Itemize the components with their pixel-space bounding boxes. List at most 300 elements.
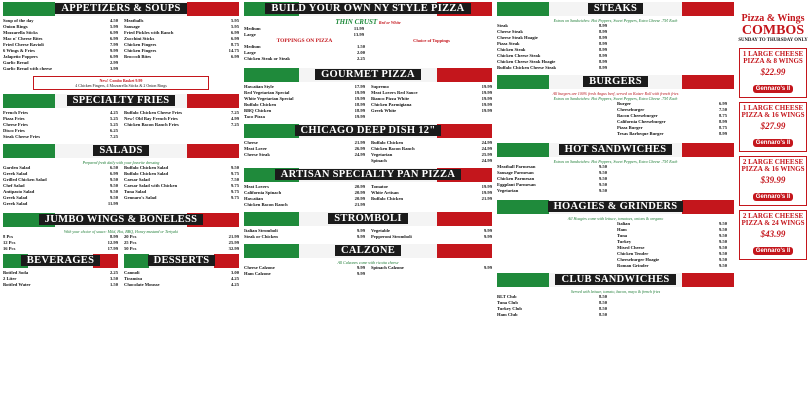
menu-item-name: Garlic Bread with cheese xyxy=(3,66,53,71)
menu-item-price: 9.99 xyxy=(356,265,365,270)
pan-pizza-banner xyxy=(244,168,492,182)
menu-item-name: 16 Pcs xyxy=(3,246,16,251)
desserts-banner xyxy=(124,254,239,268)
menu-item-name: Ham xyxy=(617,227,627,232)
steaks-title: STEAKS xyxy=(588,3,643,14)
menu-item-name: Chicken Fingers xyxy=(124,48,157,53)
menu-item-name: Greek Salad xyxy=(3,201,28,206)
menu-item-price: 9.50 xyxy=(230,165,239,170)
menu-item-price: 9.99 xyxy=(356,271,365,276)
menu-item-name: Zucchini Sticks xyxy=(124,36,155,41)
menu-item-name: Chicken Parmesan xyxy=(497,176,535,181)
menu-item-name: Steak Cheese Fries xyxy=(3,134,40,139)
combo-offer xyxy=(739,156,807,206)
menu-item-name: Buffalo Chicken xyxy=(371,140,404,145)
calzone-banner xyxy=(244,244,492,258)
menu-item-name: Spinach Calzone xyxy=(371,265,404,270)
salads-note: Prepared fresh daily with your favorite dressing xyxy=(82,160,160,165)
menu-item-price: 9.50 xyxy=(718,227,727,232)
menu-item-name: Sausage xyxy=(124,24,140,29)
menu-item-price: 6.99 xyxy=(230,30,239,35)
menu-item-price: 7.25 xyxy=(230,122,239,127)
menu-item-price: 24.99 xyxy=(481,140,492,145)
menu-item xyxy=(3,66,118,72)
menu-item-name: Mac n' Cheese Bites xyxy=(3,36,43,41)
menu-item-name: Turkey xyxy=(617,239,632,244)
menu-item-price: 9.50 xyxy=(109,177,118,182)
menu-item-price: 19.99 xyxy=(481,190,492,195)
menu-item-price: 7.99 xyxy=(109,42,118,47)
menu-item xyxy=(3,282,118,288)
menu-item-price: 8.50 xyxy=(598,300,607,305)
menu-item-name: Supremo xyxy=(371,84,389,89)
menu-item-price: 4.25 xyxy=(230,282,239,287)
wings-banner xyxy=(3,213,239,227)
menu-item xyxy=(244,202,365,208)
menu-item-price: 14.75 xyxy=(228,48,239,53)
fries-banner xyxy=(3,94,239,108)
menu-column-3 xyxy=(497,0,734,404)
menu-item-name: Pepperoni Stromboli xyxy=(371,234,412,239)
menu-item-name: Caesar Salad xyxy=(124,177,150,182)
menu-item-name: Caesar Salad with Chicken xyxy=(124,183,178,188)
menu-item-price: 3.00 xyxy=(230,270,239,275)
menu-item-price: 9.50 xyxy=(718,221,727,226)
menu-item-price: 12.99 xyxy=(107,240,118,245)
menu-item-price: 4.99 xyxy=(230,116,239,121)
appetizers-title: APPETIZERS & SOUPS xyxy=(55,3,186,14)
menu-item-price: 20.99 xyxy=(354,190,365,195)
hot-sandwiches-banner xyxy=(497,143,734,157)
menu-column-2 xyxy=(244,0,492,404)
combos-sub: SUNDAY TO THURSDAY ONLY xyxy=(738,38,808,43)
burgers-note: All burgers are 100% fresh Angus beef, served on Kaiser Roll with french fries xyxy=(552,91,679,96)
menu-item-price: 24.99 xyxy=(354,152,365,157)
menu-item-name: Meatballs xyxy=(124,18,144,23)
menu-item-name: Ham Calzone xyxy=(244,271,271,276)
menu-item-name: Cheeseburger xyxy=(617,107,645,112)
menu-item xyxy=(244,271,365,277)
club-banner xyxy=(497,273,734,287)
menu-item-price: 21.99 xyxy=(228,234,239,239)
menu-item-price: 6.99 xyxy=(109,171,118,176)
menu-item xyxy=(3,134,118,140)
pan-pizza-title: ARTISAN SPECIALTY PAN PIZZA xyxy=(275,169,462,180)
menu-item-name: Disco Fries xyxy=(3,128,25,133)
toppings-title: TOPPINGS ON PIZZA xyxy=(276,38,333,44)
menu-item-name: Antipasto Salad xyxy=(3,189,35,194)
menu-item-name: Bottled Soda xyxy=(3,270,29,275)
fries-list xyxy=(3,110,239,140)
menu-item-price: 8.99 xyxy=(718,119,727,124)
menu-item-name: Buffalo Chicken xyxy=(244,102,277,107)
menu-item-name: Soup of the day xyxy=(3,18,34,23)
menu-item-price: 8.50 xyxy=(598,312,607,317)
menu-item-price: 19.99 xyxy=(481,90,492,95)
menu-item-price: 9.50 xyxy=(718,233,727,238)
menu-item-price: 8.99 xyxy=(598,35,607,40)
menu-item xyxy=(371,234,492,240)
menu-item-price: 21.99 xyxy=(481,196,492,201)
menu-item xyxy=(371,196,492,202)
menu-item-price: 19.99 xyxy=(481,84,492,89)
menu-item-price: 19.99 xyxy=(481,184,492,189)
combo-offer xyxy=(739,48,807,98)
desserts-list xyxy=(124,270,239,288)
menu-item-name: Vegetarian xyxy=(497,188,519,193)
menu-item-name: Red Vegetarian Special xyxy=(244,90,290,95)
menu-item-name: Bottled Water xyxy=(3,282,31,287)
menu-item-name: Garlic Bread xyxy=(3,60,29,65)
byo-banner xyxy=(244,2,492,16)
pan-pizza-list xyxy=(244,184,492,208)
calzone-list xyxy=(244,265,492,277)
menu-item-price: 2.25 xyxy=(109,270,118,275)
menu-item-price: 6.25 xyxy=(109,128,118,133)
menu-item-name: Cheese Steak xyxy=(497,29,523,34)
menu-item-name: Fried Pickles with Ranch xyxy=(124,30,174,35)
menu-item-name: Buffalo Chicken Cheese Fries xyxy=(124,110,183,115)
wings-note: With your choice of sauce: Mild, Hot, BBQ, Honey mustard or Teriyaki xyxy=(64,229,178,234)
menu-item-price: 6.99 xyxy=(109,54,118,59)
menu-item-price: 6.99 xyxy=(230,54,239,59)
menu-item xyxy=(124,122,239,128)
menu-item-name: Chicken Parmigiana xyxy=(371,102,412,107)
menu-item-name: Cheese Calzone xyxy=(244,265,275,270)
menu-item-price: 21.99 xyxy=(354,202,365,207)
menu-item-name: Tomatoe xyxy=(371,184,388,189)
menu-item-name: Vegetarian xyxy=(371,152,393,157)
menu-item-name: New! Old Bay French Fries xyxy=(124,116,178,121)
menu-item-name: Italian xyxy=(617,221,631,226)
menu-item-name: Tuna xyxy=(617,233,628,238)
menu-item-name: Pizza Steak xyxy=(497,41,520,46)
menu-item-name: Chicken Steak xyxy=(497,47,526,52)
menu-item-price: 9.50 xyxy=(718,245,727,250)
menu-item-price: 5.25 xyxy=(109,122,118,127)
menu-item-price: 3.99 xyxy=(109,66,118,71)
menu-item-name: Chocolate Mousse xyxy=(124,282,160,287)
menu-item-price: 11.99 xyxy=(353,26,364,31)
menu-item-price: 25.99 xyxy=(228,240,239,245)
menu-item-price: 9.50 xyxy=(598,164,607,169)
menu-item-name: Meat Lover xyxy=(244,146,268,151)
gourmet-banner xyxy=(244,68,492,82)
menu-item-name: Greek Salad xyxy=(3,171,28,176)
combo-offer-price: $27.99 xyxy=(760,120,786,131)
menu-item-price: 9.50 xyxy=(109,183,118,188)
menu-item-name: Greek Salad xyxy=(3,195,28,200)
menu-item-name: French Fries xyxy=(3,110,29,115)
menu-item-price: 19.99 xyxy=(481,96,492,101)
menu-item-price: 2.00 xyxy=(356,50,365,55)
menu-item-price: 5.99 xyxy=(109,24,118,29)
menu-item-price: 6.99 xyxy=(718,101,727,106)
menu-item-name: Buffalo Chicken Salad xyxy=(124,171,169,176)
menu-item-name: Buffalo Chicken xyxy=(371,196,404,201)
salads-title: SALADS xyxy=(93,145,148,156)
menu-item-price: 9.75 xyxy=(230,183,239,188)
menu-item-name: Cheeseburger Hoagie xyxy=(617,257,660,262)
menu-item-price: 19.99 xyxy=(354,96,365,101)
menu-item-price: 19.99 xyxy=(354,114,365,119)
combo-offer-price: $39.99 xyxy=(760,174,786,185)
menu-item-name: Cheese xyxy=(244,140,258,145)
deep-dish-banner xyxy=(244,124,492,138)
menu-item-price: 4.50 xyxy=(109,18,118,23)
menu-item-price: 8.99 xyxy=(598,59,607,64)
menu-item-name: 12 Pcs xyxy=(3,240,16,245)
menu-item-price: 9.75 xyxy=(230,195,239,200)
menu-item-price: 8.99 xyxy=(598,47,607,52)
menu-item-name: Chicken Cheese Steak xyxy=(497,53,541,58)
menu-item-price: 7.25 xyxy=(109,134,118,139)
menu-item xyxy=(617,263,727,269)
hoagies-title: HOAGIES & GRINDERS xyxy=(548,201,684,212)
menu-item-name: Onion Rings xyxy=(3,24,28,29)
hot-sandwiches-list xyxy=(497,164,607,194)
menu-item-name: Cheese Steak xyxy=(244,152,270,157)
menu-item xyxy=(124,282,239,288)
deep-dish-list xyxy=(244,140,492,164)
menu-item-name: Mixed Cheese xyxy=(617,245,645,250)
menu-item-name: Roman Grinder xyxy=(617,263,649,268)
beverages-title: BEVERAGES xyxy=(21,255,100,266)
menu-item-name: Chicken Cheese Steak Hoagie xyxy=(497,59,556,64)
menu-item xyxy=(371,265,492,271)
combo-offer-text: 2 LARGE CHEESE PIZZA & 24 WINGS xyxy=(741,211,805,227)
menu-item-price: 6.99 xyxy=(109,30,118,35)
menu-item-name: Tiramisu xyxy=(124,276,143,281)
club-list xyxy=(497,294,607,318)
salads-banner xyxy=(3,144,239,158)
combo-basket-promo xyxy=(33,76,209,90)
menu-item-name: Sausage Parmesan xyxy=(497,170,534,175)
calzone-note: All Calzones come with ricotta cheese xyxy=(337,260,399,265)
menu-item-name: Greek White xyxy=(371,108,397,113)
menu-item-price: 4.25 xyxy=(230,276,239,281)
hoagies-note: All Hoagies come with lettuce, tomatoes, onions & oregano xyxy=(567,216,664,221)
menu-item-price: 9.99 xyxy=(356,234,365,239)
wings-title: JUMBO WINGS & BONELESS xyxy=(39,214,204,225)
menu-item-price: 9.50 xyxy=(598,176,607,181)
desserts-title: DESSERTS xyxy=(148,255,216,266)
menu-item-name: Garden Salad xyxy=(3,165,31,170)
menu-item-price: 9.50 xyxy=(598,170,607,175)
menu-item xyxy=(244,114,365,120)
menu-item-name: Jalapeño Poppers xyxy=(3,54,38,59)
appetizers-list xyxy=(3,18,239,72)
menu-item-name: Cheese Steak Hoagie xyxy=(497,35,538,40)
menu-item-name: Gennaro's Salad xyxy=(124,195,157,200)
menu-item-price: 8.99 xyxy=(598,65,607,70)
menu-item-name: White Artisan xyxy=(371,190,399,195)
menu-item-price: 9.99 xyxy=(356,228,365,233)
menu-item-name: Cheese Fries xyxy=(3,122,28,127)
menu-item-price: 8.99 xyxy=(598,41,607,46)
menu-item xyxy=(617,131,727,137)
fries-title: SPECIALTY FRIES xyxy=(67,95,176,106)
stromboli-title: STROMBOLI xyxy=(328,213,407,224)
menu-item-price: 17.99 xyxy=(354,84,365,89)
steaks-note: Extras on Sandwiches: Hot Peppers, Sweet Peppers, Extra Cheese .75¢ Each xyxy=(553,18,678,23)
combo-offer-price: $43.99 xyxy=(760,228,786,239)
combo-offer-text: 2 LARGE CHEESE PIZZA & 16 WINGS xyxy=(741,157,805,173)
menu-item-price: 8.75 xyxy=(718,113,727,118)
menu-item-price: 8.75 xyxy=(718,125,727,130)
menu-item-price: 9.50 xyxy=(718,263,727,268)
menu-item xyxy=(124,195,239,201)
menu-item-price: 18.99 xyxy=(354,108,365,113)
menu-item-price: 9.50 xyxy=(718,251,727,256)
menu-item-price: 8.50 xyxy=(598,294,607,299)
menu-item-price: 8.75 xyxy=(230,42,239,47)
menu-item-price: 19.99 xyxy=(481,108,492,113)
menu-item-name: Ham Club xyxy=(497,312,518,317)
menu-item-price: 9.50 xyxy=(598,182,607,187)
byo-sizes xyxy=(244,26,364,38)
wings-list xyxy=(3,234,239,252)
club-title: CLUB SANDWICHES xyxy=(555,274,675,285)
menu-item-price: 1.50 xyxy=(356,44,365,49)
hot-sandwiches-note: Extras on Sandwiches: Hot Peppers, Sweet Peppers, Extra Cheese .75¢ Each xyxy=(553,159,678,164)
menu-item-price: 2.99 xyxy=(109,60,118,65)
menu-item-name: Hawaiian Style xyxy=(244,84,274,89)
menu-item-price: 7.50 xyxy=(230,177,239,182)
menu-item-price: 13.99 xyxy=(353,32,364,37)
menu-item-name: Burger xyxy=(617,101,632,106)
menu-item-price: 20.99 xyxy=(354,184,365,189)
burgers-banner xyxy=(497,75,734,89)
menu-item-name: Taco Pizza xyxy=(244,114,265,119)
menu-item-price: 8.99 xyxy=(598,53,607,58)
thin-crust-label xyxy=(244,18,492,26)
menu-item-price: 3.50 xyxy=(109,276,118,281)
menu-item-name: 6 Wings & Fries xyxy=(3,48,35,53)
burgers-note-2: Extras on Sandwiches: Hot Peppers, Sweet Peppers, Extra Cheese .75¢ Each xyxy=(553,96,678,101)
menu-item-name: Broccoli Bites xyxy=(124,54,152,59)
menu-item-price: 19.99 xyxy=(354,90,365,95)
hoagies-banner xyxy=(497,200,734,214)
menu-item-name: Fried Cheese Ravioli xyxy=(3,42,44,47)
menu-item-name: Large xyxy=(244,32,256,37)
menu-column-1 xyxy=(3,0,239,404)
combo-offer xyxy=(739,210,807,260)
menu-item-price: 8.99 xyxy=(598,23,607,28)
menu-item-price: 2.25 xyxy=(356,56,365,61)
menu-item-price: 19.99 xyxy=(481,102,492,107)
menu-item-name: Medium xyxy=(244,44,261,49)
menu-item-name: 20 Pcs xyxy=(124,234,137,239)
menu-item-price: 5.95 xyxy=(230,24,239,29)
menu-item-price: 6.50 xyxy=(109,165,118,170)
combos-heading: Pizza & Wings xyxy=(741,13,805,24)
gennaros-logo: Gennaro's II xyxy=(753,193,793,201)
menu-item-name: Chicken Fingers xyxy=(124,42,157,47)
promo-desc: 4 Chicken Fingers, 4 Mozzarella Sticks & 2 Onion Rings xyxy=(75,83,167,88)
combos-title: COMBOS xyxy=(741,23,805,38)
gourmet-list xyxy=(244,84,492,120)
menu-item-name: Steak xyxy=(497,23,508,28)
menu-item xyxy=(244,56,365,62)
stromboli-banner xyxy=(244,212,492,226)
menu-item xyxy=(497,188,607,194)
club-note: Served with lettuce, tomato, bacon, mayo & french fries xyxy=(570,289,661,294)
menu-item-price: 7.25 xyxy=(230,110,239,115)
burgers-list xyxy=(617,101,727,137)
menu-item-name: Chicken Bacon Ranch Fries xyxy=(124,122,179,127)
beverages-banner xyxy=(3,254,118,268)
menu-item-price: 4.25 xyxy=(109,110,118,115)
menu-item xyxy=(371,158,492,164)
menu-item-price: 6.99 xyxy=(230,36,239,41)
menu-item-price: 9.99 xyxy=(109,48,118,53)
menu-item-price: 8.99 xyxy=(718,131,727,136)
menu-item-name: Italian Stromboli xyxy=(244,228,278,233)
choice-title: Choice of Toppings xyxy=(413,38,450,43)
menu-item-price: 8.99 xyxy=(598,29,607,34)
menu-item-price: 11.99 xyxy=(107,201,118,206)
menu-item-price: 9.99 xyxy=(483,234,492,239)
menu-item-price: 21.99 xyxy=(354,140,365,145)
steaks-list xyxy=(497,23,607,71)
menu-item-price: 5.25 xyxy=(109,116,118,121)
menu-item-name: Chicken Tender xyxy=(617,251,649,256)
menu-item-name: Bacon Cheeseburger xyxy=(617,113,658,118)
combo-offers xyxy=(737,48,809,260)
menu-item-name: BLT Club xyxy=(497,294,517,299)
menu-item-name: Steak or Chicken xyxy=(244,234,278,239)
menu-item xyxy=(497,312,607,318)
menu-item-price: 9.50 xyxy=(718,239,727,244)
menu-item-name: Mozzarella Sticks xyxy=(3,30,38,35)
menu-item-price: 1.50 xyxy=(109,282,118,287)
combos-panel xyxy=(737,0,809,404)
menu-item-price: 8.99 xyxy=(109,234,118,239)
gennaros-logo: Gennaro's II xyxy=(753,85,793,93)
stromboli-list xyxy=(244,228,492,240)
menu-item-name: Buffalo Chicken Cheese Steak xyxy=(497,65,557,70)
menu-item-price: 24.99 xyxy=(481,146,492,151)
thin-crust-sub: Red or White xyxy=(378,20,401,25)
menu-item-name: Vegetable xyxy=(371,228,390,233)
menu-item-name: Chicken Bacon Ranch xyxy=(371,146,415,151)
menu-item-name: Cannoli xyxy=(124,270,140,275)
promo-title: New! Combo Basket 9.99 xyxy=(99,78,143,83)
menu-item-name: Pizza Burger xyxy=(617,125,643,130)
menu-item-name: Chef Salad xyxy=(3,183,25,188)
menu-item-price: 8.50 xyxy=(598,306,607,311)
menu-item-name: Medium xyxy=(244,26,261,31)
menu-item-name: Eggplant Parmesan xyxy=(497,182,536,187)
salads-list xyxy=(3,165,239,207)
menu-item-price: 5.95 xyxy=(230,18,239,23)
menu-item xyxy=(244,152,365,158)
menu-item-price: 17.99 xyxy=(107,246,118,251)
menu-item-name: California Spinach xyxy=(244,190,282,195)
burgers-title: BURGERS xyxy=(583,76,648,87)
menu-item xyxy=(3,201,118,207)
menu-item-price: 26.99 xyxy=(354,146,365,151)
menu-item xyxy=(497,65,607,71)
menu-item-price: 9.50 xyxy=(109,189,118,194)
menu-item-name: White Vegetarian Special xyxy=(244,96,294,101)
thin-crust-text: THIN CRUST xyxy=(335,18,378,26)
menu-item-price: 7.50 xyxy=(718,107,727,112)
hoagies-list xyxy=(617,221,727,269)
menu-item-price: 9.50 xyxy=(598,188,607,193)
combo-offer xyxy=(739,102,807,152)
